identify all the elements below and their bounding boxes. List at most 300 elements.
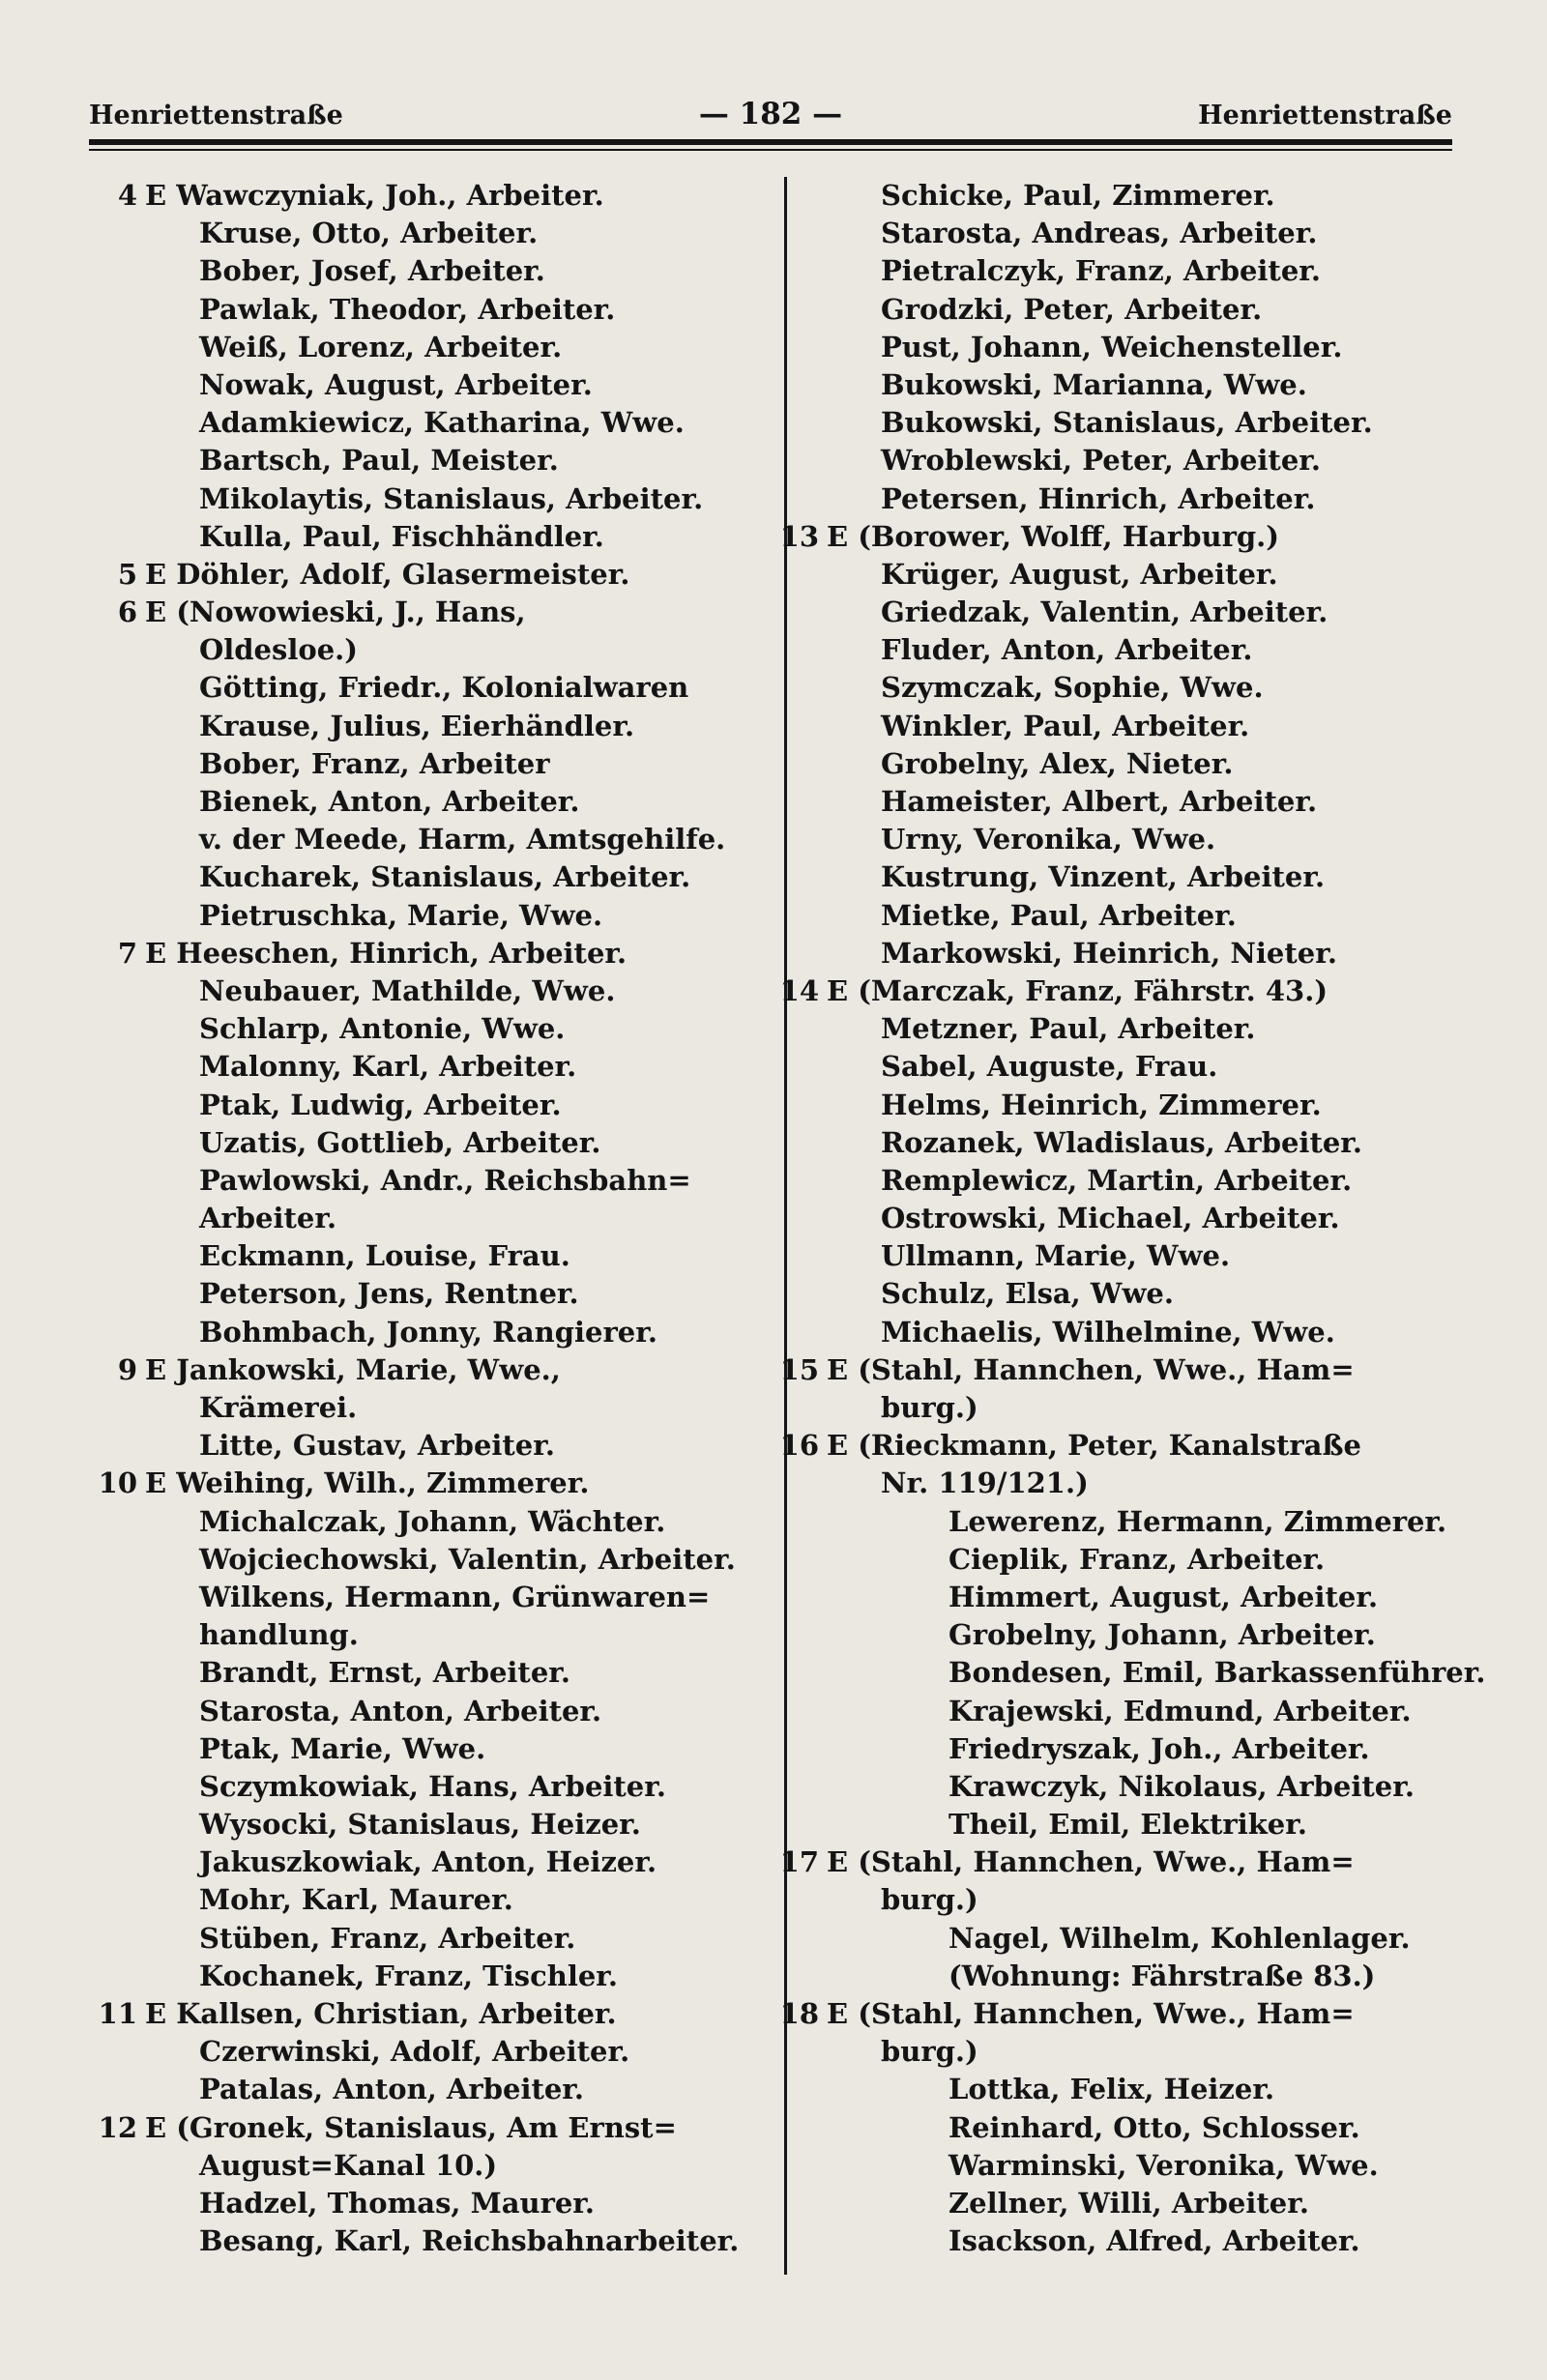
house-number: 13 (779, 519, 819, 553)
directory-entry (117, 556, 774, 594)
resident-text: Griedzak, Valentin, Arbeiter. (881, 595, 1328, 629)
directory-entry (827, 1087, 1455, 1124)
entry-text (881, 783, 1317, 821)
directory-entry (145, 2147, 774, 2185)
entry-text (199, 480, 703, 518)
directory-entry (827, 1654, 1486, 1692)
entry-text (881, 897, 1237, 935)
directory-entry (827, 1881, 1455, 1919)
resident-text: Kochanek, Franz, Tischler. (199, 1959, 619, 1992)
entry-text (199, 1010, 565, 1048)
entry-text (199, 1768, 666, 1806)
entry-text (779, 972, 1328, 1010)
entry-text (881, 1465, 1089, 1502)
directory-entry (827, 2071, 1455, 2108)
resident-text: E Weihing, Wilh., Zimmerer. (145, 1466, 590, 1500)
resident-text: Warminski, Veronika, Wwe. (949, 2148, 1379, 2182)
entry-text (199, 2033, 629, 2071)
resident-text: handlung. (199, 1618, 359, 1652)
directory-entry (145, 2033, 774, 2071)
entry-text (199, 708, 634, 745)
resident-text: Wroblewski, Peter, Arbeiter. (881, 444, 1321, 478)
resident-text: Patalas, Anton, Arbeiter. (199, 2073, 585, 2106)
entry-text (98, 1465, 590, 1502)
resident-text: Mietke, Paul, Arbeiter. (881, 898, 1237, 932)
resident-text: Brandt, Ernst, Arbeiter. (199, 1656, 570, 1690)
entry-text (881, 1087, 1322, 1124)
resident-text: Stüben, Franz, Arbeiter. (199, 1921, 576, 1955)
entry-text (199, 783, 579, 821)
resident-text: E Döhler, Adolf, Glasermeister. (145, 557, 630, 591)
directory-entry (827, 1579, 1455, 1616)
directory-entry (827, 897, 1455, 935)
house-number: 5 (117, 557, 137, 591)
entry-text (199, 2185, 595, 2222)
directory-entry (117, 1351, 774, 1389)
resident-text: Czerwinski, Adolf, Arbeiter. (199, 2035, 630, 2069)
house-number: 18 (779, 1997, 819, 2030)
resident-text: Helms, Heinrich, Zimmerer. (881, 1088, 1322, 1121)
entry-text (779, 518, 1279, 556)
resident-text: Lewerenz, Hermann, Zimmerer. (949, 1504, 1447, 1538)
entry-text (949, 2185, 1309, 2222)
directory-entry (117, 594, 774, 631)
entry-text (949, 2109, 1360, 2147)
entry-text (779, 1427, 1361, 1465)
resident-text: Starosta, Anton, Arbeiter. (199, 1694, 602, 1727)
resident-text: Kustrung, Vinzent, Arbeiter. (881, 860, 1326, 894)
directory-entry (145, 291, 774, 329)
header-rule-thin (89, 149, 1452, 151)
directory-entry (827, 1314, 1455, 1351)
resident-text: Rozanek, Wladislaus, Arbeiter. (881, 1125, 1363, 1159)
resident-text: Weiß, Lorenz, Arbeiter. (199, 330, 563, 363)
resident-text: Wojciechowski, Valentin, Arbeiter. (199, 1542, 736, 1576)
directory-entry (827, 2147, 1455, 2185)
directory-entry (145, 1048, 774, 1086)
resident-text: Eckmann, Louise, Frau. (199, 1239, 570, 1273)
resident-text: Malonny, Karl, Arbeiter. (199, 1050, 577, 1084)
entry-text (199, 669, 688, 707)
resident-text: Cieplik, Franz, Arbeiter. (949, 1542, 1326, 1576)
directory-entry (145, 858, 774, 896)
directory-entry (827, 745, 1455, 783)
directory-entry (827, 480, 1455, 518)
directory-entry (145, 1389, 774, 1427)
directory-entry (827, 1237, 1455, 1275)
entry-text (199, 897, 602, 935)
resident-text: (Wohnung: Fährstraße 83.) (949, 1959, 1376, 1992)
directory-entry (145, 1237, 774, 1275)
resident-text: Grodzki, Peter, Arbeiter. (881, 292, 1263, 326)
resident-text: Schlarp, Antonie, Wwe. (199, 1012, 566, 1046)
resident-text: Pietralczyk, Franz, Arbeiter. (881, 254, 1321, 288)
directory-entry (779, 518, 1455, 556)
entry-text (199, 1920, 575, 1958)
resident-text: Bober, Franz, Arbeiter (199, 746, 550, 780)
directory-entry (145, 2222, 774, 2260)
resident-text: Neubauer, Mathilde, Wwe. (199, 973, 616, 1007)
resident-text: Adamkiewicz, Katharina, Wwe. (199, 406, 685, 440)
entry-text (949, 2222, 1360, 2260)
entry-text (949, 1616, 1376, 1654)
directory-entry (827, 1389, 1455, 1427)
resident-text: E (Borower, Wolff, Harburg.) (827, 519, 1279, 553)
entry-text (881, 745, 1233, 783)
entry-text (881, 215, 1317, 252)
directory-entry (145, 1162, 774, 1200)
directory-entry (827, 821, 1455, 858)
entry-text (881, 177, 1275, 215)
resident-text: Besang, Karl, Reichsbahnarbeiter. (199, 2224, 740, 2258)
entry-text (881, 1010, 1256, 1048)
entry-text (779, 1843, 1355, 1881)
left-column (98, 177, 774, 2260)
directory-entry (827, 631, 1455, 669)
directory-entry (779, 972, 1455, 1010)
directory-entry (145, 1654, 774, 1692)
directory-entry (827, 1730, 1455, 1768)
entry-text (117, 556, 630, 594)
entry-text (199, 329, 562, 366)
directory-entry (145, 480, 774, 518)
directory-entry (827, 2109, 1455, 2147)
directory-entry (145, 1881, 774, 1919)
resident-text: Pawlak, Theodor, Arbeiter. (199, 292, 616, 326)
entry-text (881, 404, 1373, 442)
resident-text: Bukowski, Marianna, Wwe. (881, 367, 1307, 401)
entry-text (881, 631, 1252, 669)
resident-text: burg.) (881, 1883, 978, 1917)
resident-text: Mikolaytis, Stanislaus, Arbeiter. (199, 481, 704, 515)
resident-text: Uzatis, Gottlieb, Arbeiter. (199, 1125, 601, 1159)
entry-text (199, 631, 358, 669)
directory-entry (827, 594, 1455, 631)
resident-text: Bondesen, Emil, Barkassenführer. (949, 1656, 1486, 1690)
resident-text: Nagel, Wilhelm, Kohlenlager. (949, 1921, 1411, 1955)
entry-text (117, 177, 604, 215)
resident-text: Himmert, August, Arbeiter. (949, 1580, 1379, 1613)
resident-text: Michaelis, Wilhelmine, Wwe. (881, 1315, 1335, 1349)
resident-text: Ostrowski, Michael, Arbeiter. (881, 1202, 1340, 1235)
directory-entry (827, 177, 1455, 215)
entry-text (881, 1881, 978, 1919)
entry-text (949, 1503, 1446, 1541)
directory-entry (145, 1087, 774, 1124)
directory-entry (145, 1503, 774, 1541)
resident-text: Wysocki, Stanislaus, Heizer. (199, 1808, 641, 1842)
entry-text (881, 480, 1315, 518)
resident-text: Remplewicz, Martin, Arbeiter. (881, 1163, 1353, 1197)
entry-text (779, 1995, 1355, 2033)
directory-entry (145, 252, 774, 290)
entry-text (199, 1200, 336, 1237)
resident-text: Krawczyk, Nikolaus, Arbeiter. (949, 1769, 1415, 1803)
directory-entry (827, 1275, 1455, 1313)
resident-text: Krajewski, Edmund, Arbeiter. (949, 1694, 1412, 1727)
directory-entry (827, 1768, 1455, 1806)
directory-entry (827, 291, 1455, 329)
directory-entry (145, 2071, 774, 2108)
entry-text (949, 2147, 1379, 2185)
resident-text: Oldesloe.) (199, 633, 358, 667)
resident-text: E (Stahl, Hannchen, Wwe., Ham= (827, 1997, 1355, 2030)
entry-text (881, 556, 1278, 594)
resident-text: Markowski, Heinrich, Nieter. (881, 936, 1337, 970)
entry-text (199, 442, 559, 479)
directory-entry (827, 252, 1455, 290)
entry-text (199, 291, 615, 329)
entry-text (949, 1768, 1415, 1806)
entry-text (199, 215, 538, 252)
entry-text (98, 2109, 677, 2147)
header-left-street: Henriettenstraße (89, 101, 343, 131)
resident-text: Götting, Friedr., Kolonialwaren (199, 671, 689, 705)
house-number: 4 (117, 179, 137, 212)
resident-text: Bober, Josef, Arbeiter. (199, 254, 545, 288)
entry-text (199, 1275, 579, 1313)
resident-text: E Wawczyniak, Joh., Arbeiter. (145, 179, 604, 212)
resident-text: Isackson, Alfred, Arbeiter. (949, 2224, 1360, 2258)
directory-entry (827, 2185, 1455, 2222)
entry-text (881, 669, 1264, 707)
directory-entry (145, 972, 774, 1010)
entry-text (199, 1693, 601, 1730)
entry-text (881, 1237, 1230, 1275)
entry-text (881, 935, 1337, 972)
resident-text: Krüger, August, Arbeiter. (881, 557, 1278, 591)
house-number: 17 (779, 1845, 819, 1879)
resident-text: Grobelny, Alex, Nieter. (881, 746, 1234, 780)
directory-entry (145, 821, 774, 858)
house-number: 9 (117, 1352, 137, 1386)
directory-entry (827, 1465, 1455, 1502)
entry-text (881, 291, 1262, 329)
resident-text: E (Stahl, Hannchen, Wwe., Ham= (827, 1352, 1355, 1386)
entry-text (881, 708, 1249, 745)
resident-text: Petersen, Hinrich, Arbeiter. (881, 481, 1316, 515)
resident-text: Mohr, Karl, Maurer. (199, 1883, 513, 1917)
entry-text (199, 1427, 555, 1465)
resident-text: Arbeiter. (199, 1202, 337, 1235)
directory-entry (145, 745, 774, 783)
directory-entry (827, 1920, 1455, 1958)
entry-text (881, 1124, 1362, 1162)
resident-text: Winkler, Paul, Arbeiter. (881, 709, 1250, 742)
directory-entry (827, 442, 1455, 479)
resident-text: burg.) (881, 1391, 978, 1424)
directory-entry (145, 329, 774, 366)
entry-text (881, 1200, 1340, 1237)
entry-text (881, 1389, 978, 1427)
entry-text (949, 1541, 1325, 1579)
resident-text: Urny, Veronika, Wwe. (881, 823, 1216, 856)
directory-entry (145, 1843, 774, 1881)
directory-entry (145, 2185, 774, 2222)
resident-text: Sczymkowiak, Hans, Arbeiter. (199, 1769, 666, 1803)
resident-text: E (Gronek, Stanislaus, Am Ernst= (145, 2110, 677, 2144)
entry-text (881, 442, 1321, 479)
entry-text (199, 745, 550, 783)
directory-entry (98, 1465, 774, 1502)
house-number: 16 (779, 1429, 819, 1463)
resident-text: Kucharek, Stanislaus, Arbeiter. (199, 860, 691, 894)
resident-text: Ptak, Ludwig, Arbeiter. (199, 1088, 562, 1121)
directory-entry (827, 1200, 1455, 1237)
directory-entry (145, 1768, 774, 1806)
entry-text (199, 1806, 641, 1843)
house-number: 15 (779, 1352, 819, 1386)
directory-entry (145, 669, 774, 707)
directory-entry (145, 1806, 774, 1843)
directory-entry (98, 1995, 774, 2033)
entry-text (949, 2071, 1274, 2108)
directory-entry (779, 1427, 1455, 1465)
entry-text (949, 1806, 1307, 1843)
directory-entry (145, 1541, 774, 1579)
resident-text: Friedryszak, Joh., Arbeiter. (949, 1731, 1370, 1765)
directory-entry (827, 2033, 1455, 2071)
resident-text: v. der Meede, Harm, Amtsgehilfe. (199, 823, 726, 856)
entry-text (199, 2222, 739, 2260)
header-rule-thick (89, 139, 1452, 145)
resident-text: Reinhard, Otto, Schlosser. (949, 2110, 1360, 2144)
resident-text: Krause, Julius, Eierhändler. (199, 709, 635, 742)
entry-text (881, 1314, 1335, 1351)
entry-text (199, 1048, 576, 1086)
directory-entry (827, 669, 1455, 707)
entry-text (199, 2071, 584, 2108)
resident-text: Schulz, Elsa, Wwe. (881, 1277, 1174, 1311)
resident-text: Lottka, Felix, Heizer. (949, 2073, 1275, 2106)
directory-entry (827, 935, 1455, 972)
resident-text: Metzner, Paul, Arbeiter. (881, 1012, 1256, 1046)
directory-entry (117, 177, 774, 215)
entry-text (117, 1351, 561, 1389)
entry-text (199, 404, 685, 442)
directory-entry (117, 935, 774, 972)
directory-entry (145, 1427, 774, 1465)
resident-text: Kulla, Paul, Fischhändler. (199, 519, 604, 553)
entry-text (881, 821, 1215, 858)
house-number: 12 (98, 2110, 137, 2144)
entry-text (199, 1579, 710, 1616)
house-number: 10 (98, 1466, 137, 1500)
entry-text (199, 1654, 570, 1692)
directory-entry (145, 1579, 774, 1616)
entry-text (949, 1730, 1370, 1768)
entry-text (199, 1162, 691, 1200)
entry-text (949, 1920, 1411, 1958)
resident-text: Nowak, August, Arbeiter. (199, 367, 593, 401)
resident-text: E (Nowowieski, J., Hans, (145, 595, 526, 629)
entry-text (881, 1162, 1352, 1200)
entry-text (949, 1958, 1375, 1995)
resident-text: Hadzel, Thomas, Maurer. (199, 2186, 596, 2220)
resident-text: Wilkens, Hermann, Grünwaren= (199, 1580, 711, 1613)
directory-entry (145, 1314, 774, 1351)
resident-text: Jakuszkowiak, Anton, Heizer. (199, 1845, 657, 1879)
directory-entry (827, 215, 1455, 252)
resident-text: Grobelny, Johann, Arbeiter. (949, 1618, 1376, 1652)
directory-entry (827, 329, 1455, 366)
directory-entry (145, 1730, 774, 1768)
resident-text: Hameister, Albert, Arbeiter. (881, 785, 1318, 818)
directory-entry (779, 1843, 1455, 1881)
entry-text (199, 518, 604, 556)
resident-text: Peterson, Jens, Rentner. (199, 1277, 579, 1311)
directory-entry (145, 783, 774, 821)
resident-text: Bukowski, Stanislaus, Arbeiter. (881, 406, 1373, 440)
directory-entry (827, 366, 1455, 404)
page-header (89, 93, 1452, 135)
entry-text (881, 1275, 1174, 1313)
entry-text (199, 252, 545, 290)
directory-entry (145, 366, 774, 404)
resident-text: E (Rieckmann, Peter, Kanalstraße (827, 1429, 1361, 1463)
resident-text: E Jankowski, Marie, Wwe., (145, 1352, 561, 1386)
directory-entry (827, 783, 1455, 821)
entry-text (199, 1730, 485, 1768)
entry-text (881, 858, 1325, 896)
entry-text (949, 1654, 1485, 1692)
entry-text (199, 1958, 618, 1995)
resident-text: Bohmbach, Jonny, Rangierer. (199, 1315, 657, 1349)
house-number: 7 (117, 936, 137, 970)
resident-text: Litte, Gustav, Arbeiter. (199, 1429, 555, 1463)
directory-entry (145, 708, 774, 745)
entry-text (199, 1881, 513, 1919)
resident-text: Starosta, Andreas, Arbeiter. (881, 217, 1318, 250)
directory-entry (145, 1693, 774, 1730)
directory-entry (827, 1503, 1455, 1541)
resident-text: August=Kanal 10.) (199, 2148, 498, 2182)
directory-entry (145, 1010, 774, 1048)
directory-entry (827, 1048, 1455, 1086)
house-number: 6 (117, 595, 137, 629)
directory-entry (145, 1200, 774, 1237)
directory-entry (145, 404, 774, 442)
entry-text (199, 858, 690, 896)
directory-entry (145, 1958, 774, 1995)
resident-text: E Kallsen, Christian, Arbeiter. (145, 1997, 617, 2030)
resident-text: Pietruschka, Marie, Wwe. (199, 898, 603, 932)
entry-text (199, 972, 615, 1010)
resident-text: Krämerei. (199, 1391, 358, 1424)
resident-text: Theil, Emil, Elektriker. (949, 1808, 1307, 1842)
resident-text: Nr. 119/121.) (881, 1466, 1089, 1500)
entry-text (199, 1314, 657, 1351)
entry-text (949, 1579, 1378, 1616)
directory-entry (827, 1806, 1455, 1843)
directory-entry (779, 1995, 1455, 2033)
resident-text: Pawlowski, Andr., Reichsbahn= (199, 1163, 691, 1197)
directory-entry (827, 1124, 1455, 1162)
entry-text (881, 366, 1307, 404)
directory-entry (145, 897, 774, 935)
directory-entry (827, 858, 1455, 896)
entry-text (949, 1693, 1412, 1730)
entry-text (881, 252, 1321, 290)
directory-entry (827, 1958, 1455, 1995)
resident-text: Schicke, Paul, Zimmerer. (881, 179, 1275, 212)
resident-text: Szymczak, Sophie, Wwe. (881, 671, 1264, 705)
entry-text (779, 1351, 1355, 1389)
directory-entry (827, 404, 1455, 442)
directory-entry (779, 1351, 1455, 1389)
entry-text (199, 1087, 562, 1124)
resident-text: Bartsch, Paul, Meister. (199, 444, 559, 478)
